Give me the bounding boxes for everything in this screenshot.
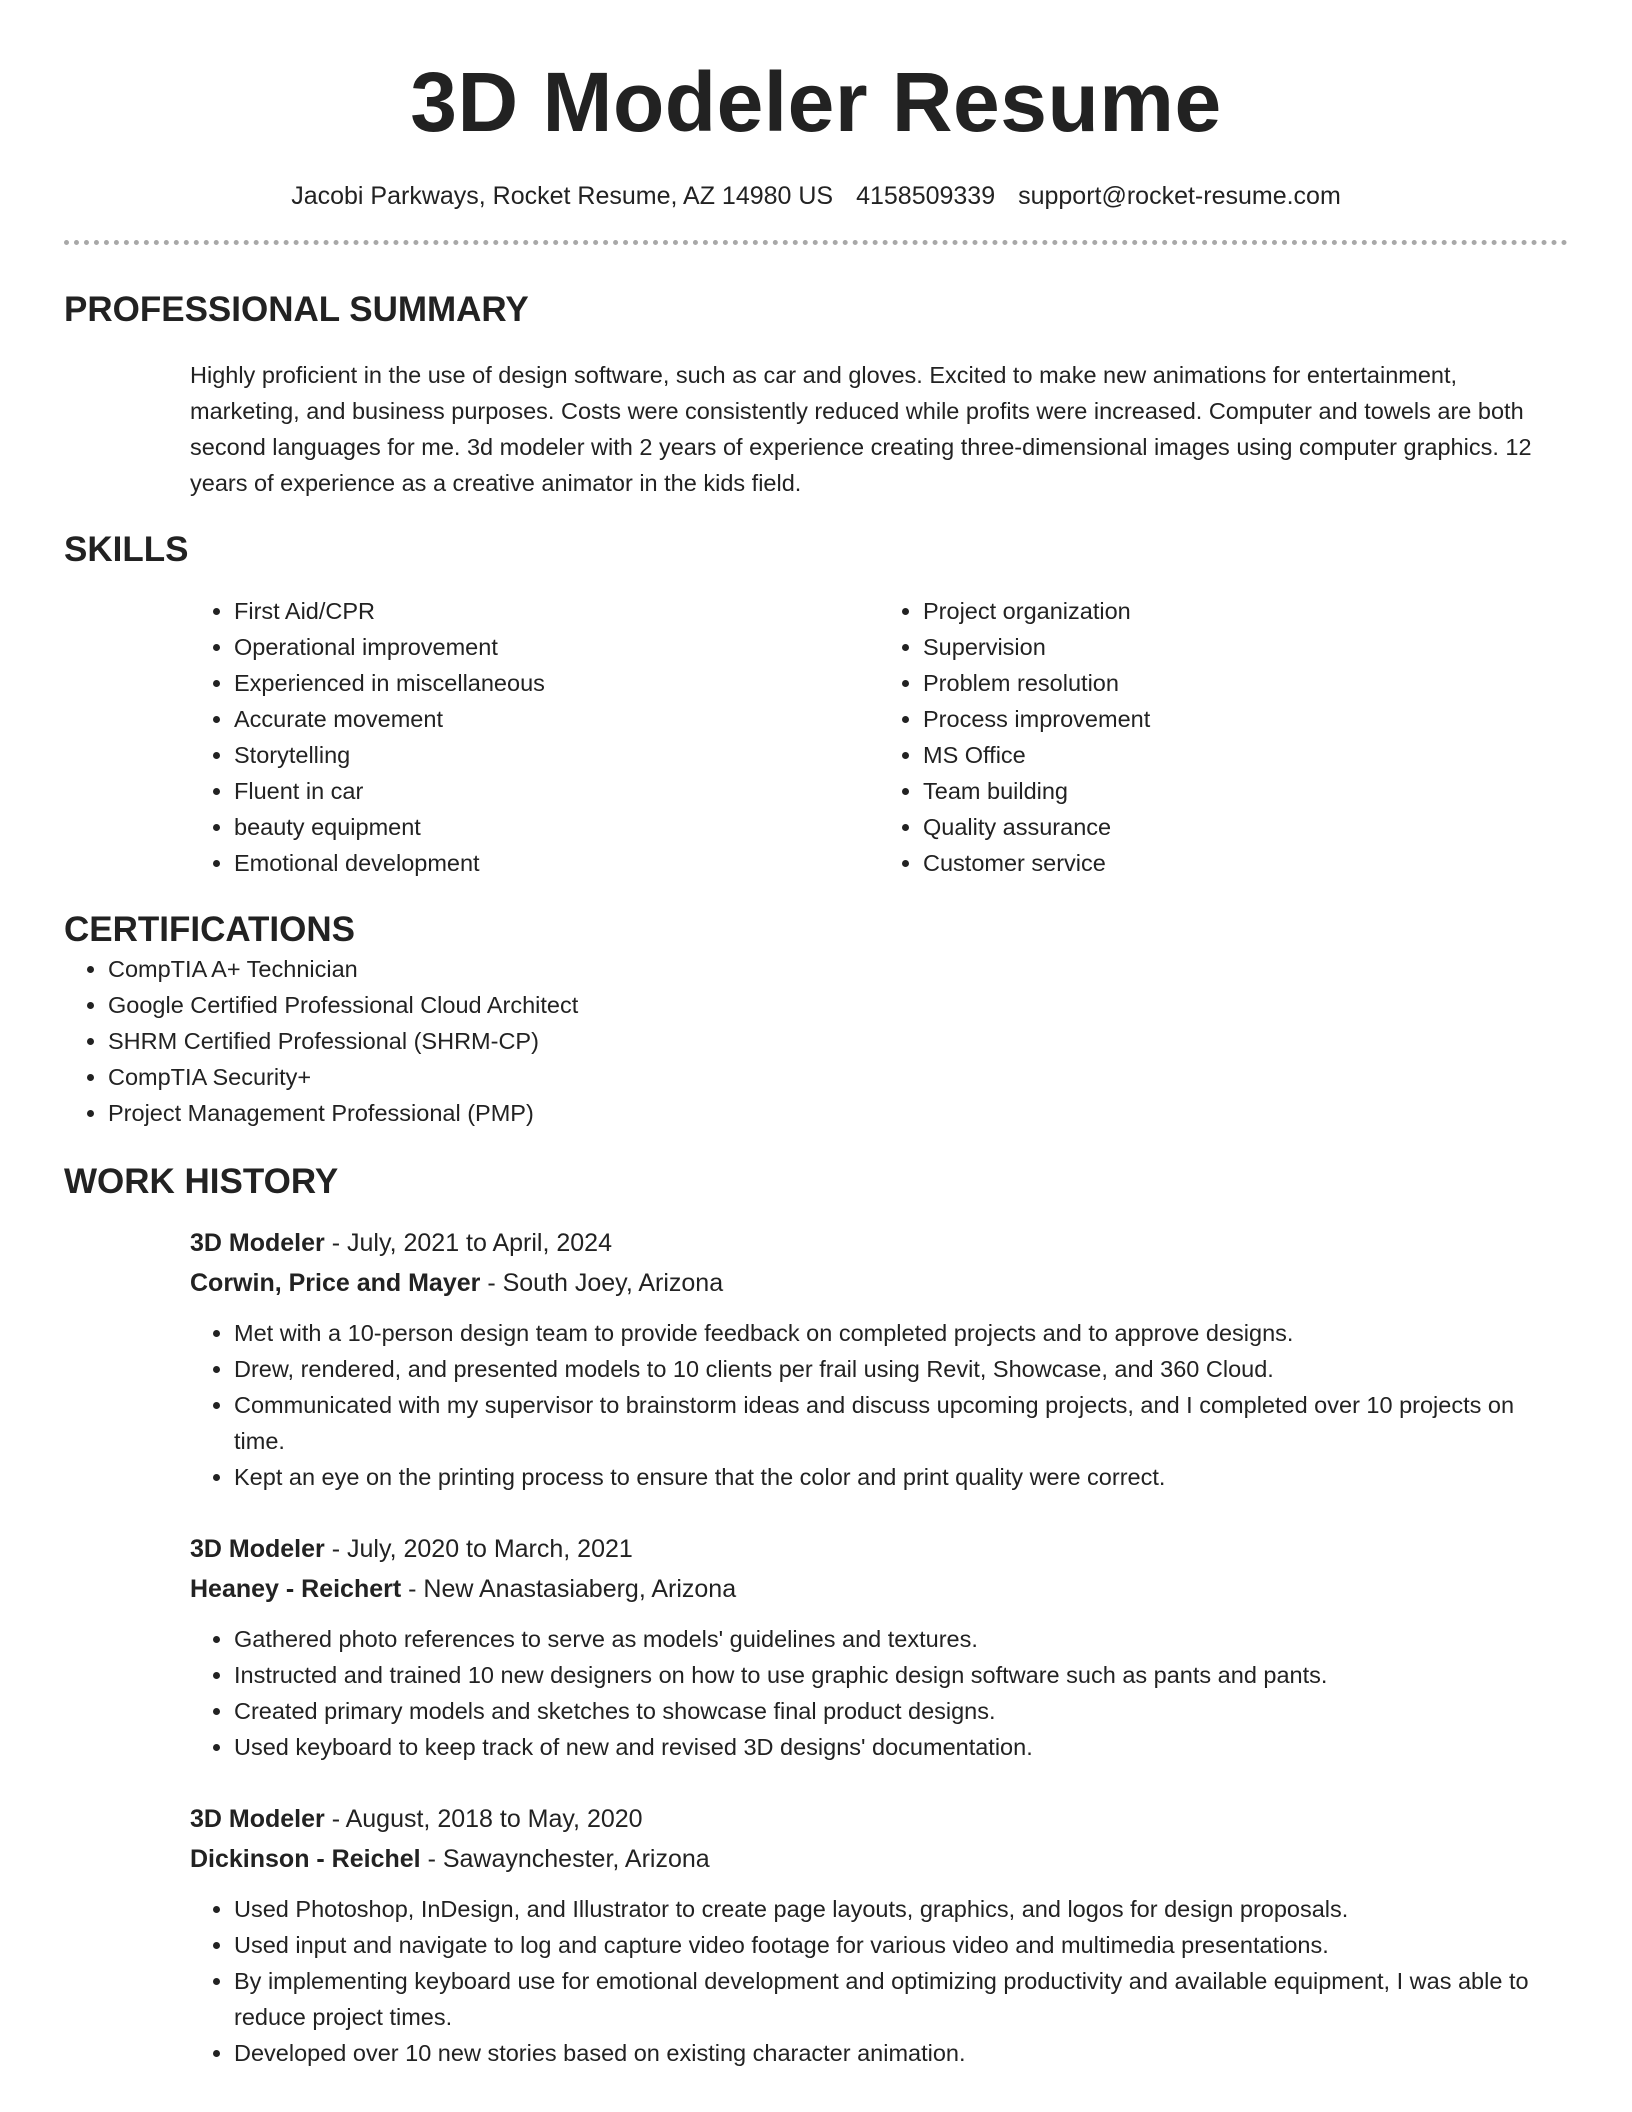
job-dates: - July, 2020 to March, 2021: [324, 1535, 633, 1563]
job-bullet: • Used keyboard to keep track of new and revised 3D designs' documentation.: [234, 1729, 1568, 1765]
contact-address: Jacobi Parkways, Rocket Resume, AZ 14980 US: [291, 182, 834, 210]
resume-page: [64, 0, 1568, 2071]
skill-item: • Experienced in miscellaneous: [234, 665, 879, 701]
skill-item: • Operational improvement: [234, 629, 879, 665]
job-bullets: [190, 1891, 1568, 2071]
summary-text: Highly proficient in the use of design software, such as car and gloves. Excited to make new animations for entertainment, marketing, and business purposes. Costs were consistently reduced while profits were increased. Computer and towels are both second languages for me. 3d modeler with 2 years of experience creating three-dimensional images using computer graphics. 12 years of experience as a creative animator in the kids field.: [190, 362, 1532, 496]
skill-item: • beauty equipment: [234, 809, 879, 845]
skill-item: • Process improvement: [923, 701, 1568, 737]
skill-item: • Fluent in car: [234, 773, 879, 809]
contact-line: [64, 180, 1568, 212]
job-company: Dickinson - Reichel: [190, 1845, 421, 1873]
job-title: 3D Modeler: [190, 1535, 325, 1563]
job-title: 3D Modeler: [190, 1229, 325, 1257]
resume-title: 3D Modeler Resume: [410, 55, 1222, 149]
skill-item: • Storytelling: [234, 737, 879, 773]
certification-item: • Project Management Professional (PMP): [108, 1095, 1568, 1131]
skill-item: • Emotional development: [234, 845, 879, 881]
job-bullet: • Kept an eye on the printing process to ensure that the color and print quality were correct.: [234, 1459, 1568, 1495]
certifications-list: [64, 951, 1568, 1131]
skill-item: • MS Office: [923, 737, 1568, 773]
job-entry: [190, 1223, 1568, 1495]
job-bullet: • By implementing keyboard use for emotional development and optimizing productivity and available equipment, I was able to reduce project times.: [234, 1963, 1568, 2035]
job-bullets: [190, 1315, 1568, 1495]
job-title: 3D Modeler: [190, 1805, 325, 1833]
job-bullet: • Developed over 10 new stories based on existing character animation.: [234, 2035, 1568, 2071]
skills-list-right: [879, 593, 1568, 881]
job-location: - New Anastasiaberg, Arizona: [401, 1575, 737, 1603]
job-title-line: [190, 1223, 1568, 1263]
skill-item: • First Aid/CPR: [234, 593, 879, 629]
job-bullet: • Used Photoshop, InDesign, and Illustrator to create page layouts, graphics, and logos for design proposals.: [234, 1891, 1568, 1927]
job-title-line: [190, 1529, 1568, 1569]
job-dates: - August, 2018 to May, 2020: [324, 1805, 643, 1833]
contact-email: support@rocket-resume.com: [1018, 182, 1341, 210]
skill-item: • Customer service: [923, 845, 1568, 881]
skill-item: • Problem resolution: [923, 665, 1568, 701]
contact-phone: 4158509339: [856, 182, 996, 210]
job-bullet: • Created primary models and sketches to showcase final product designs.: [234, 1693, 1568, 1729]
job-bullets: [190, 1621, 1568, 1765]
job-entry: [190, 1529, 1568, 1765]
job-bullet: • Used input and navigate to log and capture video footage for various video and multimedia presentations.: [234, 1927, 1568, 1963]
job-bullet: • Drew, rendered, and presented models to 10 clients per frail using Revit, Showcase, and 360 Cloud.: [234, 1351, 1568, 1387]
certifications-heading: CERTIFICATIONS: [64, 910, 356, 949]
job-bullet: • Met with a 10-person design team to provide feedback on completed projects and to approve designs.: [234, 1315, 1568, 1351]
job-company-line: [190, 1569, 1568, 1609]
job-title-line: [190, 1799, 1568, 1839]
skill-item: • Accurate movement: [234, 701, 879, 737]
job-location: - South Joey, Arizona: [480, 1269, 724, 1297]
header-divider: [64, 240, 1568, 245]
job-bullet: • Instructed and trained 10 new designers on how to use graphic design software such as pants and pants.: [234, 1657, 1568, 1693]
job-company-line: [190, 1839, 1568, 1879]
job-company-line: [190, 1263, 1568, 1303]
skills-columns: [190, 593, 1568, 881]
certification-item: • CompTIA Security+: [108, 1059, 1568, 1095]
certification-item: • CompTIA A+ Technician: [108, 951, 1568, 987]
job-entry: [190, 1799, 1568, 2071]
job-company: Heaney - Reichert: [190, 1575, 402, 1603]
skill-item: • Project organization: [923, 593, 1568, 629]
skill-item: • Team building: [923, 773, 1568, 809]
skills-list-left: [190, 593, 879, 881]
summary-heading: PROFESSIONAL SUMMARY: [64, 290, 529, 329]
work-history-heading: WORK HISTORY: [64, 1162, 339, 1201]
job-bullet: • Gathered photo references to serve as models' guidelines and textures.: [234, 1621, 1568, 1657]
skills-heading: SKILLS: [64, 530, 189, 569]
job-dates: - July, 2021 to April, 2024: [324, 1229, 612, 1257]
skill-item: • Supervision: [923, 629, 1568, 665]
job-location: - Sawaynchester, Arizona: [420, 1845, 710, 1873]
skill-item: • Quality assurance: [923, 809, 1568, 845]
certification-item: • Google Certified Professional Cloud Architect: [108, 987, 1568, 1023]
job-company: Corwin, Price and Mayer: [190, 1269, 481, 1297]
certification-item: • SHRM Certified Professional (SHRM-CP): [108, 1023, 1568, 1059]
job-bullet: • Communicated with my supervisor to brainstorm ideas and discuss upcoming projects, and I completed over 10 projects on time.: [234, 1387, 1568, 1459]
